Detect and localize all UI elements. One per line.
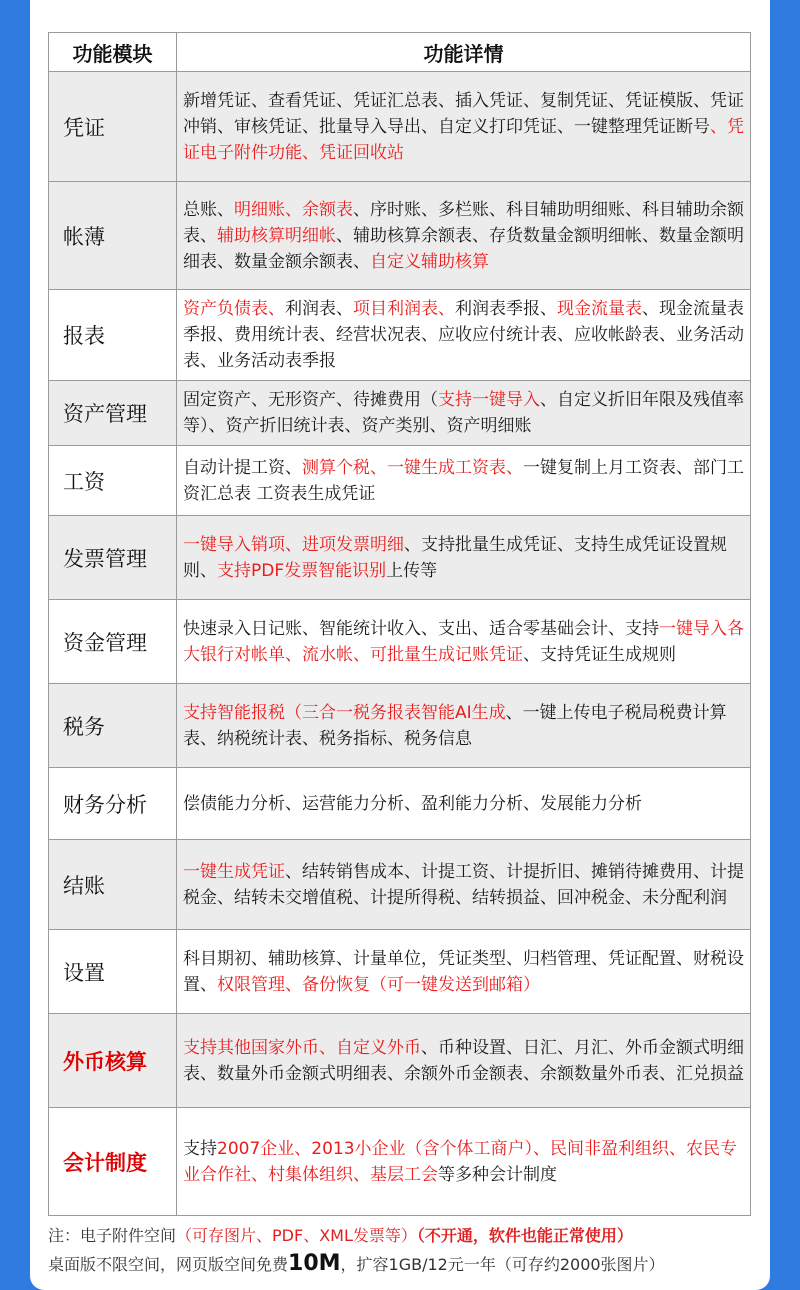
note-label: 注：电子附件空间 bbox=[48, 1226, 177, 1245]
detail-text: 、序时账、多栏账、科目辅助明细账、科目辅助余额表、 bbox=[183, 199, 744, 246]
detail-text: 偿债能力分析、运营能力分析、盈利能力分析、发展能力分析 bbox=[183, 793, 642, 814]
highlight-text: 一键生成凭证 bbox=[183, 861, 285, 882]
footnote bbox=[48, 1222, 768, 1279]
detail-text: 新增凭证、查看凭证、凭证汇总表、插入凭证、复制凭证、凭证模版、凭证冲销、审核凭证、批量导入导出、自定义打印凭证、一键整理凭证断号 bbox=[183, 90, 744, 137]
detail-text: 科目期初、辅助核算、计量单位，凭证类型、归档管理、凭证配置、财税设置、 bbox=[183, 948, 744, 995]
detail-text: 快速录入日记账、智能统计收入、支出、适合零基础会计、支持 bbox=[183, 618, 659, 639]
header-detail: 功能详情 bbox=[177, 33, 751, 72]
table-row bbox=[49, 930, 751, 1014]
detail-text: 、现金流量表季报、费用统计表、经营状况表、应收应付统计表、应收帐龄表、业务活动表、业务活动表季报 bbox=[183, 299, 744, 371]
module-name: 资金管理 bbox=[49, 600, 177, 684]
detail-text: 、结转销售成本、计提工资、计提折旧、摊销待摊费用、计提税金、结转未交增值税、计提所得税、结转损益、回冲税金、未分配利润 bbox=[183, 861, 744, 908]
module-detail bbox=[177, 930, 751, 1014]
module-name: 外币核算 bbox=[49, 1014, 177, 1108]
module-detail bbox=[177, 600, 751, 684]
header-module: 功能模块 bbox=[49, 33, 177, 72]
highlight-text: 支持PDF发票智能识别 bbox=[217, 560, 387, 581]
highlight-text: 辅助核算明细帐 bbox=[217, 225, 336, 246]
detail-text: 、币种设置、日汇、月汇、外币金额式明细表、数量外币金额式明细表、余额外币金额表、余额数量外币表、汇兑损益 bbox=[183, 1037, 744, 1084]
highlight-text: 资产负债表、 bbox=[183, 299, 285, 319]
module-name: 税务 bbox=[49, 684, 177, 768]
table-row bbox=[49, 840, 751, 930]
detail-text: 、自定义折旧年限及残值率等）、资产折旧统计表、资产类别、资产明细账 bbox=[183, 390, 744, 436]
detail-text: 支持 bbox=[183, 1138, 217, 1159]
highlight-text: 支持一键导入 bbox=[438, 390, 540, 410]
highlight-text: 权限管理、备份恢复（可一键发送到邮箱） bbox=[217, 974, 540, 995]
note-expand: ，扩容1GB/12元一年（可存约2000张图片） bbox=[340, 1255, 665, 1274]
detail-text: 、辅助核算余额表、存货数量金额明细帐、数量金额明细表、数量金额余额表、 bbox=[183, 225, 744, 272]
feature-table bbox=[48, 32, 751, 1216]
highlight-text: 项目利润表、 bbox=[353, 299, 455, 319]
detail-text: 利润表季报、 bbox=[455, 299, 557, 319]
detail-text: 固定资产、无形资产、待摊费用（ bbox=[183, 390, 438, 410]
highlight-text: 现金流量表 bbox=[557, 299, 642, 319]
table-row bbox=[49, 768, 751, 840]
table-row bbox=[49, 1108, 751, 1216]
table-row bbox=[49, 182, 751, 290]
note-storage-types: （可存图片、PDF、XML发票等） bbox=[176, 1226, 417, 1245]
highlight-text: 支持其他国家外币、自定义外币 bbox=[183, 1037, 421, 1058]
highlight-text: 测算个税、一键生成工资表、 bbox=[302, 457, 523, 478]
table-row bbox=[49, 516, 751, 600]
module-detail bbox=[177, 446, 751, 516]
highlight-text: 自定义辅助核算 bbox=[370, 251, 489, 272]
module-detail bbox=[177, 1108, 751, 1216]
table-row bbox=[49, 684, 751, 768]
module-detail bbox=[177, 684, 751, 768]
module-detail bbox=[177, 516, 751, 600]
module-detail bbox=[177, 768, 751, 840]
module-name: 设置 bbox=[49, 930, 177, 1014]
module-name: 凭证 bbox=[49, 72, 177, 182]
detail-text: 、支持批量生成凭证、支持生成凭证设置规则、 bbox=[183, 534, 727, 581]
module-name: 发票管理 bbox=[49, 516, 177, 600]
detail-text: 一键复制上月工资表、部门工资汇总表 工资表生成凭证 bbox=[183, 457, 744, 504]
table-row bbox=[49, 381, 751, 446]
detail-text: 总账、 bbox=[183, 199, 234, 220]
detail-text: 上传等 bbox=[386, 560, 438, 581]
highlight-text: 2007企业、2013小企业（含个体工商户）、民间非盈利组织、农民专业合作社、村集体组织、基层工会 bbox=[183, 1138, 738, 1185]
highlight-text: 一键导入各大银行对帐单、流水帐、可批量生成记账凭证 bbox=[183, 618, 744, 665]
detail-text: 利润表、 bbox=[285, 299, 353, 319]
highlight-text: 、凭证电子附件功能、凭证回收站 bbox=[183, 116, 744, 163]
note-space: 桌面版不限空间，网页版空间免费 bbox=[48, 1255, 289, 1274]
module-detail bbox=[177, 1014, 751, 1108]
module-name: 结账 bbox=[49, 840, 177, 930]
detail-text: 自动计提工资、 bbox=[183, 457, 302, 478]
module-detail bbox=[177, 72, 751, 182]
highlight-text: 一键导入销项、进项发票明细 bbox=[183, 534, 404, 555]
table-row bbox=[49, 446, 751, 516]
note-optional: （不开通，软件也能正常使用） bbox=[416, 1226, 633, 1245]
detail-text: 、支持凭证生成规则 bbox=[523, 644, 676, 665]
module-detail bbox=[177, 182, 751, 290]
module-name: 报表 bbox=[49, 290, 177, 381]
detail-text: 、一键上传电子税局税费计算表、纳税统计表、税务指标、税务信息 bbox=[183, 702, 727, 749]
module-name: 资产管理 bbox=[49, 381, 177, 446]
note-free-size: 10M bbox=[288, 1251, 341, 1276]
highlight-text: 支持智能报税（三合一税务报表智能AI生成 bbox=[183, 702, 506, 723]
module-name: 会计制度 bbox=[49, 1108, 177, 1216]
detail-text: 等多种会计制度 bbox=[438, 1164, 557, 1185]
highlight-text: 明细账、余额表 bbox=[234, 199, 353, 220]
module-detail bbox=[177, 840, 751, 930]
module-name: 工资 bbox=[49, 446, 177, 516]
table-row bbox=[49, 290, 751, 381]
module-name: 帐薄 bbox=[49, 182, 177, 290]
module-detail bbox=[177, 290, 751, 381]
module-detail bbox=[177, 381, 751, 446]
table-row bbox=[49, 600, 751, 684]
module-name: 财务分析 bbox=[49, 768, 177, 840]
table-row bbox=[49, 1014, 751, 1108]
table-row bbox=[49, 72, 751, 182]
